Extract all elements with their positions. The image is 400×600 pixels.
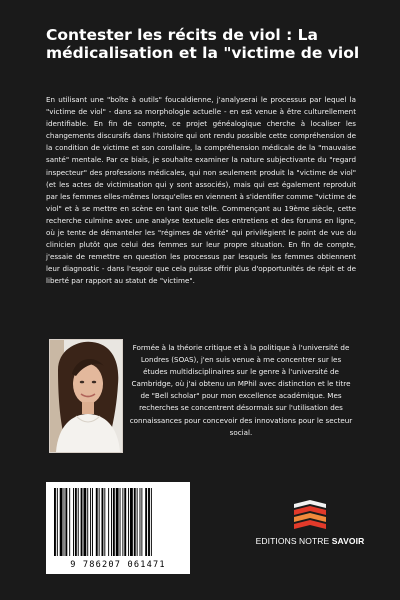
author-photo	[49, 339, 123, 453]
book-abstract: En utilisant une "boîte à outils" foucaldienne, j'analyserai le processus par lequel la "victime de viol" - dans sa morphologie actuelle - en est venue à être culturellement identifiable. En fin de compte, ce projet généalogique cherche à localiser les changements discursifs dans l'histoire qui ont rendu possible cette compréhension de la condition de victime et son corollaire, la compréhension médicale de la "mauvaise santé" mentale. Par ce biais, je souhaite examiner la nature subjectivante du "regard inspecteur" des professions médicales, qui non seulement produit la "victime de viol" (et les actes de victimisation qui y sont associés), mais qui est également reproduit par les femmes elles-mêmes lorsqu'elles en viennent à s'identifier comme "victime de viol" et à se mettre en scène en tant que telle. Commençant au 19ème siècle, cette recherche culmine avec une analyse textuelle des entretiens et des forums en ligne, où je tente de démanteler les "régimes de vérité" qui privilégient le point de vue du clinicien plutôt que celui des femmes sur leur propre situation. En fin de compte, j'essaie de remettre en question les processus par lesquels les femmes obtiennent leur diagnostic - dans l'espoir que cela puisse offrir plus d'opportunités de répit et de liberté par rapport au statut de "victime".	[46, 95, 356, 286]
author-bio: Formée à la théorie critique et à la politique à l'université de Londres (SOAS), j'en suis venue à me concentrer sur les études multidisciplinaires sur le genre à l'université de Cambridge, où j'ai obtenu un MPhil avec distinction et le titre de "Bell scholar" pour mon excellence académique. Mes recherches se concentrent désormais sur l'utilisation des connaissances pour concevoir des innovations pour le secteur social.	[129, 343, 353, 437]
publisher-mark	[250, 500, 370, 560]
publisher-name	[250, 536, 370, 546]
isbn-number: 9 786207 061471	[70, 560, 166, 570]
publisher-name-prefix: EDITIONS NOTRE	[255, 536, 332, 546]
book-title: Contester les récits de viol : La médicalisation et la "victime de viol	[46, 26, 360, 62]
publisher-name-suffix: SAVOIR	[331, 536, 365, 546]
stacked-books-icon	[290, 500, 330, 532]
isbn-barcode	[46, 482, 190, 574]
